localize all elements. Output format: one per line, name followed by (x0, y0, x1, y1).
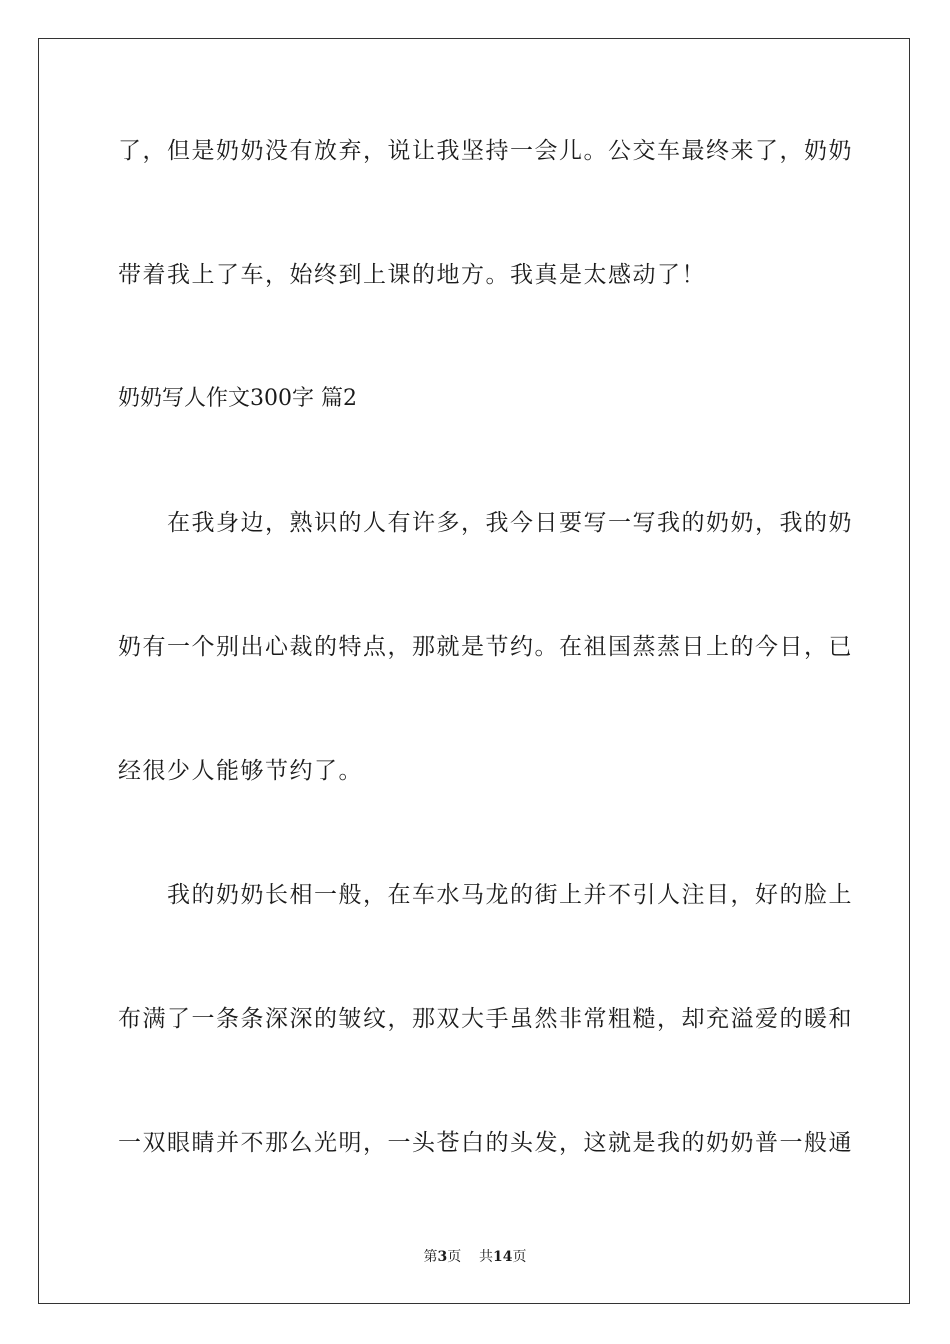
paragraph-3-line-1: 我的奶奶长相一般，在车水马龙的街上并不引人注目，好的脸上 (118, 882, 853, 908)
footer-page-suffix: 页 (447, 1249, 462, 1265)
paragraph-2-line-2: 奶有一个别出心裁的特点，那就是节约。在祖国蒸蒸日上的今日，已 (118, 634, 853, 660)
paragraph-1-line-1: 了，但是奶奶没有放弃，说让我坚持一会儿。公交车最终来了，奶奶 (118, 138, 853, 164)
footer-total-prefix: 共 (479, 1249, 494, 1265)
paragraph-1-line-2: 带着我上了车，始终到上课的地方。我真是太感动了！ (118, 262, 706, 288)
paragraph-2-line-1: 在我身边，熟识的人有许多，我今日要写一写我的奶奶，我的奶 (118, 510, 853, 536)
footer-page-prefix: 第 (423, 1249, 438, 1265)
section-heading: 奶奶写人作文300字 篇2 (118, 386, 357, 411)
footer-page-number: 3 (437, 1249, 448, 1265)
paragraph-2-line-3: 经很少人能够节约了。 (118, 758, 363, 784)
footer-total-pages: 14 (493, 1249, 513, 1265)
footer-total-suffix: 页 (512, 1249, 527, 1265)
page-border (38, 38, 910, 1304)
page-footer (0, 1248, 950, 1266)
paragraph-3-line-3: 一双眼睛并不那么光明，一头苍白的头发，这就是我的奶奶普一般通 (118, 1130, 853, 1156)
paragraph-3-line-2: 布满了一条条深深的皱纹，那双大手虽然非常粗糙，却充溢爱的暖和 (118, 1006, 853, 1032)
